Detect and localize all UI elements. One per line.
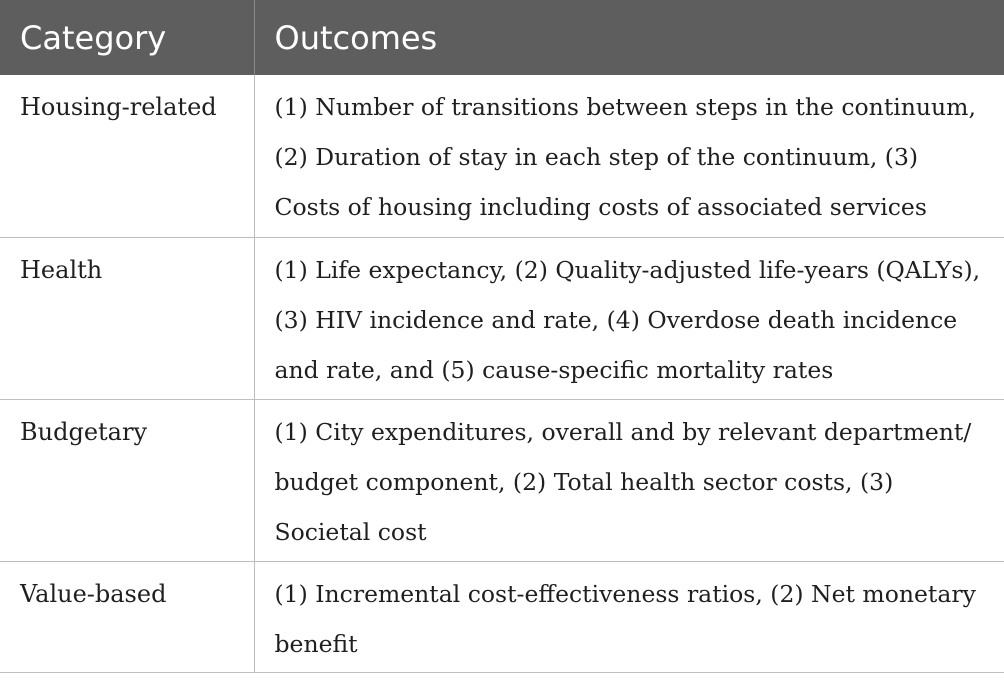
cell-outcomes: (1) Life expectancy, (2) Quality-adjusted life-years (QALYs), (3) HIV incidence and rate, (4) Overdose death incidence and rate, and (5) cause-specific mortality rates [254,237,1004,399]
cell-category: Budgetary [0,399,254,561]
table-header [0,0,1004,75]
cell-category: Value-based [0,561,254,672]
cell-category: Housing-related [0,75,254,237]
cell-category: Health [0,237,254,399]
table-body [0,75,1004,672]
cell-outcomes: (1) Incremental cost-effectiveness ratios, (2) Net monetary benefit [254,561,1004,672]
table-row-health [0,237,1004,399]
header-category: Category [0,0,254,75]
table-row-housing [0,75,1004,237]
table-row-value-based [0,561,1004,672]
cell-outcomes: (1) City expenditures, overall and by relevant department/ budget component, (2) Total health sector costs, (3) Societal cost [254,399,1004,561]
header-row [0,0,1004,75]
header-outcomes: Outcomes [254,0,1004,75]
table-row-budgetary [0,399,1004,561]
cell-outcomes: (1) Number of transitions between steps in the continuum, (2) Duration of stay in each step of the continuum, (3) Costs of housing including costs of associated services [254,75,1004,237]
